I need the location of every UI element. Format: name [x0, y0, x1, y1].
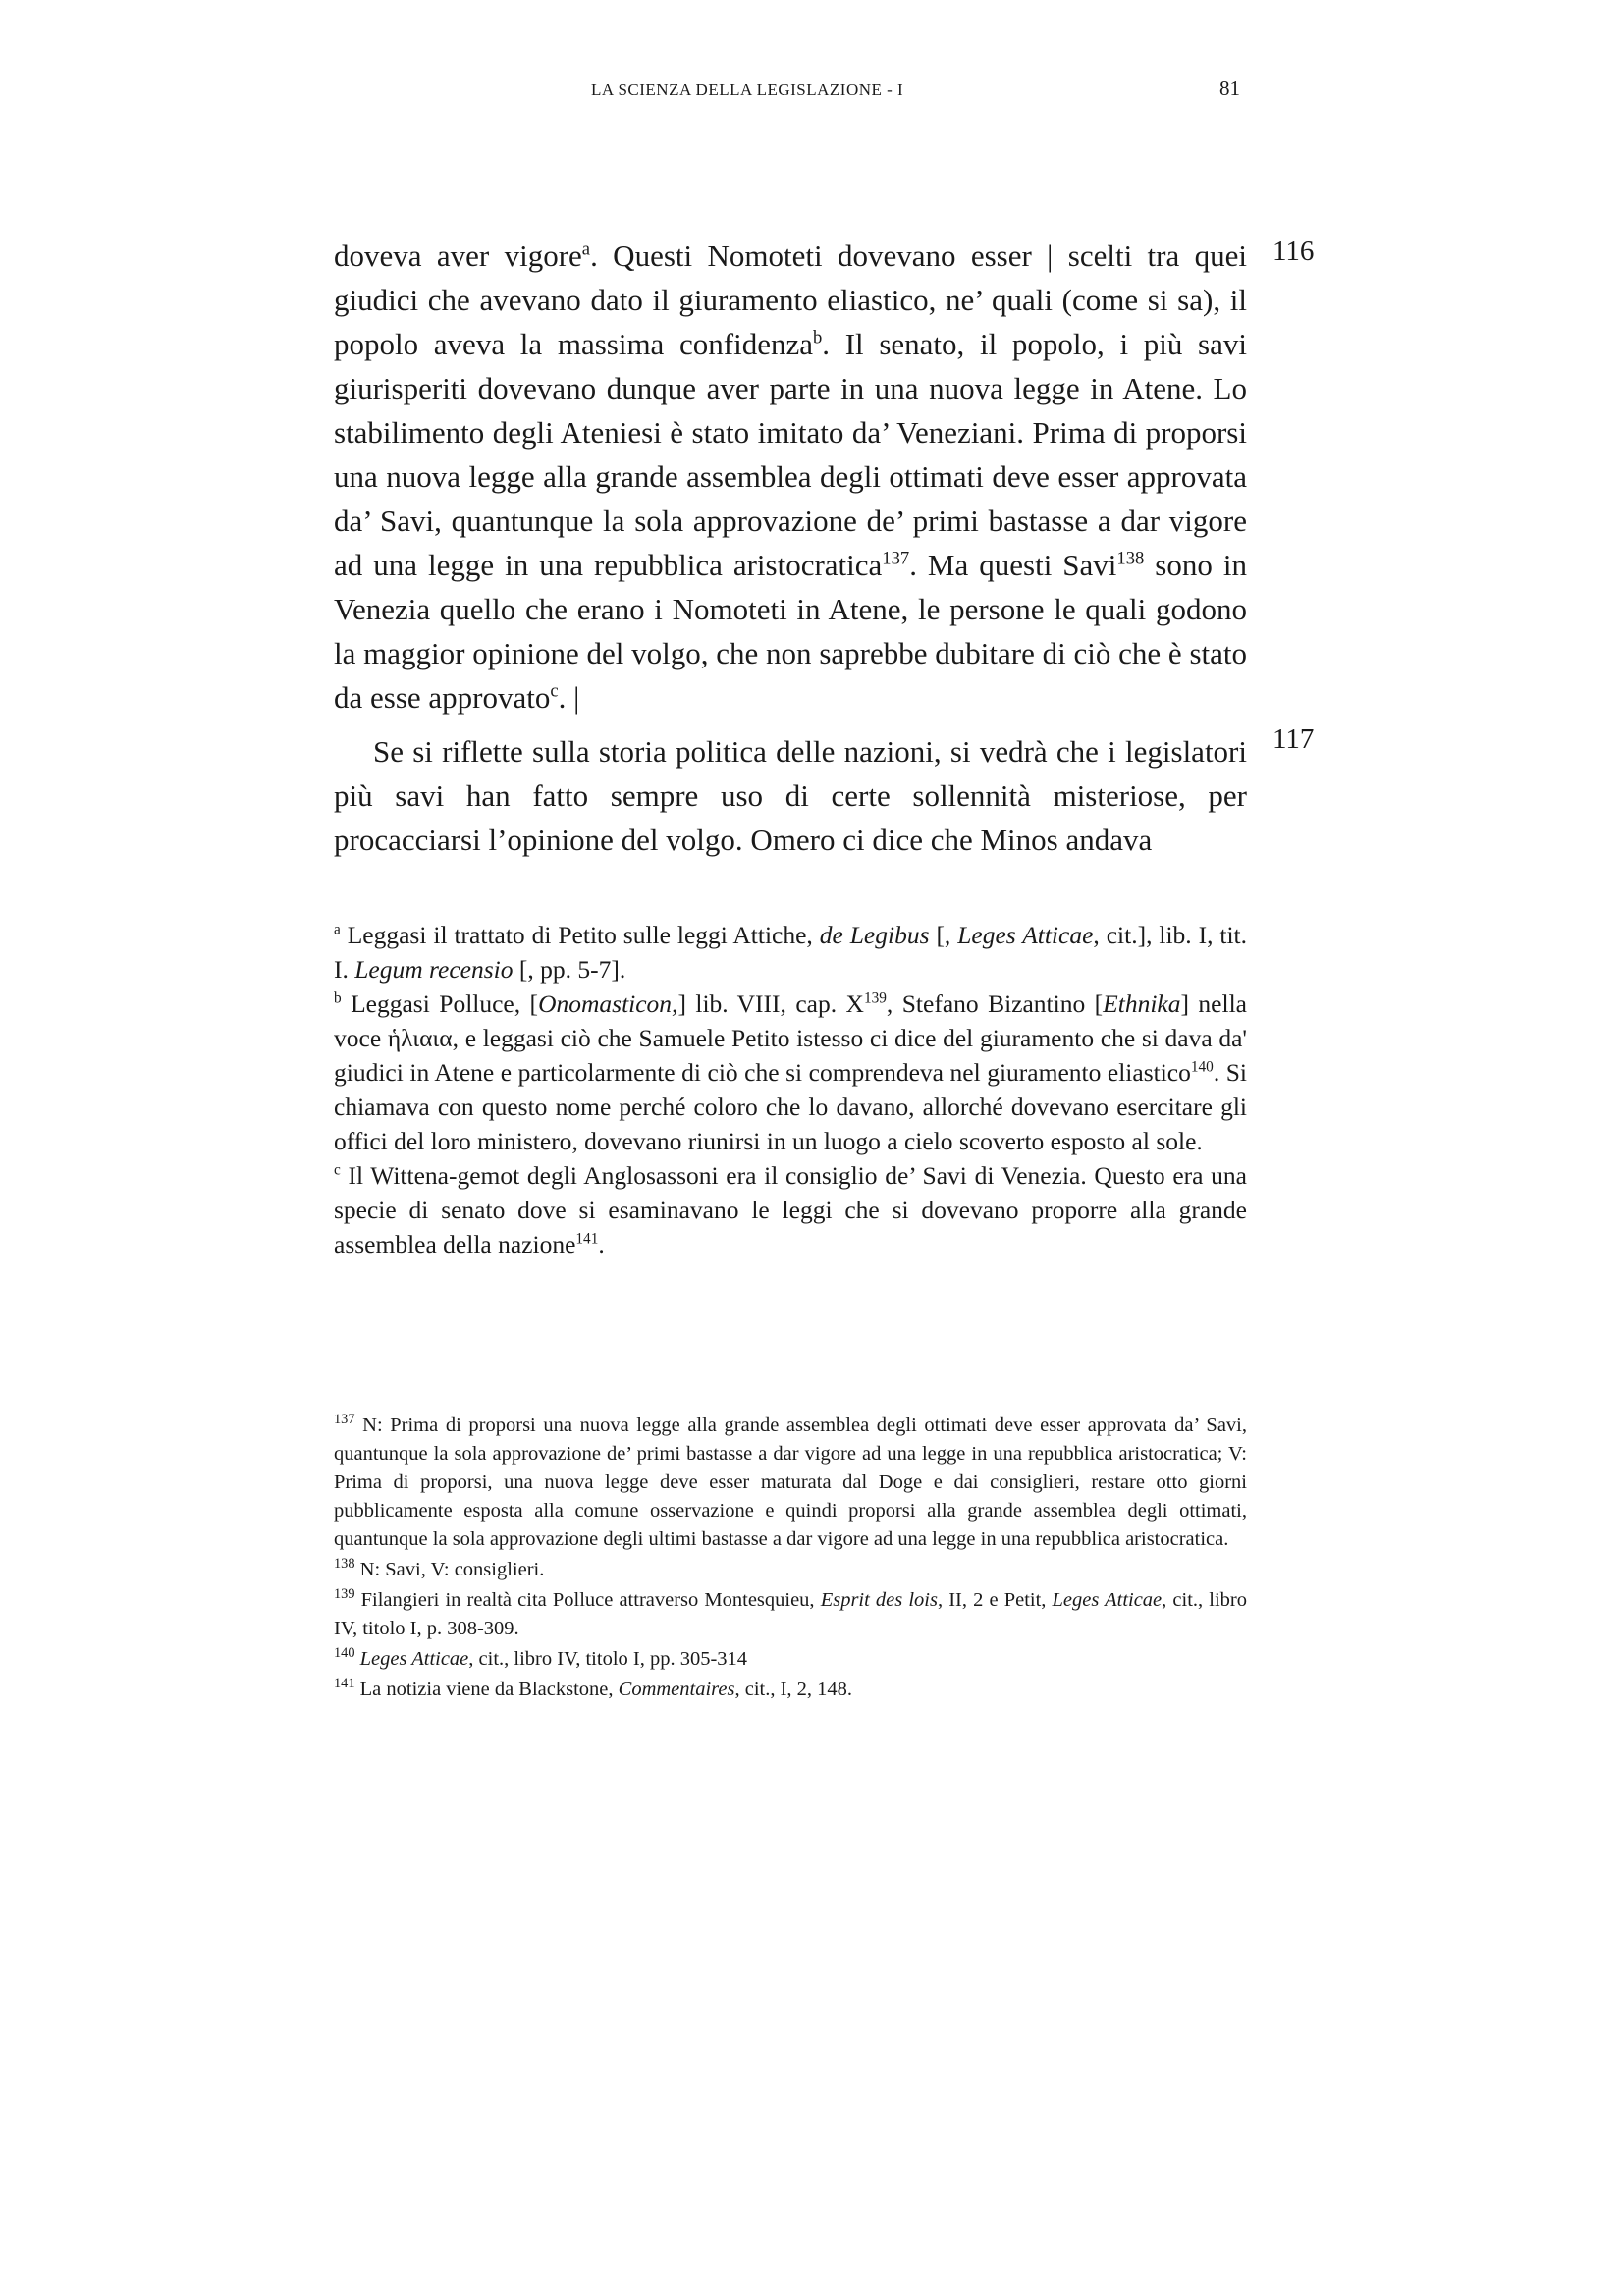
- author-note-c: $^c$ Il Wittena-gemot degli Anglosassoni era il consiglio de’ Savi di Venezia. Questo era una specie di senato dove si esaminavano le leggi che si dovevano proporre alla grande assemblea della nazione$^{141}$.: [334, 1161, 1247, 1258]
- footnote-139: $^{139}$ Filangieri in realtà cita Polluce attraverso Montesquieu, Esprit des lois, II, 2 e Petit, Leges Atticae, cit., libro IV, titolo I, p. 308-309.: [334, 1586, 1247, 1639]
- note-ref[interactable]: b: [812, 327, 823, 348]
- footnote-140: $^{140}$ Leges Atticae, cit., libro IV, titolo I, pp. 305-314: [334, 1645, 748, 1670]
- margin-page-marker: 117: [1272, 723, 1315, 755]
- footnote-141: $^{141}$ La notizia viene da Blackstone, Commentaires, cit., I, 2, 148.: [334, 1676, 853, 1700]
- footnote-137: $^{137}$ N: Prima di proporsi una nuova legge alla grande assemblea degli ottimati deve esser approvata da’ Savi, quantunque la sola approvazione de’ primi bastasse a dar vigore ad una legge in una repubblica aristocratica; V: Prima di proporsi, una nuova legge deve esser maturata dal Doge e dai consiglieri, restare otto giorni pubblicamente esposta alla comune osservazione e quindi proporsi alla grande assemblea degli ottimati, quantunque la sola approvazione degli ultimi bastasse a dar vigore ad una legge in una repubblica aristocratica.: [334, 1412, 1247, 1550]
- footnote-ref[interactable]: 140: [1190, 1058, 1214, 1076]
- note-ref[interactable]: c: [550, 680, 559, 702]
- author-notes: [334, 918, 1247, 1261]
- footnote-ref[interactable]: 137: [882, 548, 910, 569]
- author-note-b: $^b$ Leggasi Polluce, [Onomasticon,] lib. VIII, cap. $X^{139}$, Stefano Bizantino [Ethnika] nella voce ἡλιαια, e leggasi ciò che Samuele Petito istesso ci dice del giuramento che si dava da' giudici in Atene e particolarmente di ciò che si comprendeva nel giuramento eliastico$^{140}$. Si chiamava con questo nome perché coloro che lo davano, allorché dovevano esercitare gli offici del loro ministero, dovevano riunirsi in un luogo a cielo scoverto esposto al sole.: [334, 989, 1247, 1155]
- paragraph: doveva aver vigore$^a$. Questi Nomoteti dovevano esser | scelti tra quei giudici che avevano dato il giuramento eliastico, ne’ quali (come si sa), il popolo aveva la massima confidenza$^b$. Il senato, il popolo, i più savi giurisperiti dovevano dunque aver parte in una nuova legge in Atene. Lo stabilimento degli Ateniesi è stato imitato da’ Veneziani. Prima di proporsi una nuova legge alla grande assemblea degli ottimati deve esser approvata da’ Savi, quantunque la sola approvazione de’ primi bastasse a dar vigore ad una legge in una repubblica aristocratica$^{137}$. Ma questi Savi$^{138}$ sono in Venezia quello che erano i Nomoteti in Atene, le persone le quali godono la maggior opinione del volgo, che non saprebbe dubitare di ciò che è stato da esse approvato$^c$. |: [334, 239, 1247, 715]
- page-number: 81: [1219, 77, 1240, 100]
- footnote-ref[interactable]: 138: [1116, 548, 1145, 569]
- author-note-a: $^a$ Leggasi il trattato di Petito sulle leggi Attiche, de Legibus [, Leges Atticae, cit.], lib. I, tit. I. Legum recensio [, pp. 5-7].: [334, 921, 1248, 984]
- note-ref[interactable]: a: [581, 239, 591, 260]
- paragraph: Se si riflette sulla storia politica delle nazioni, si vedrà che i legislatori più savi han fatto sempre uso di certe sollennità misteriose, per procacciarsi l’opinione del volgo. Omero ci dice che Minos andava: [334, 734, 1247, 857]
- margin-page-marker: 116: [1272, 236, 1315, 267]
- running-title: LA SCIENZA DELLA LEGISLAZIONE - I: [591, 80, 904, 99]
- main-text: [334, 234, 1247, 862]
- editor-footnotes: [334, 1412, 1247, 1704]
- footnote-ref[interactable]: 141: [575, 1230, 599, 1248]
- footnote-ref[interactable]: 139: [863, 989, 887, 1007]
- footnote-138: $^{138}$ N: Savi, V: consiglieri.: [334, 1556, 545, 1580]
- running-head: [334, 77, 1247, 106]
